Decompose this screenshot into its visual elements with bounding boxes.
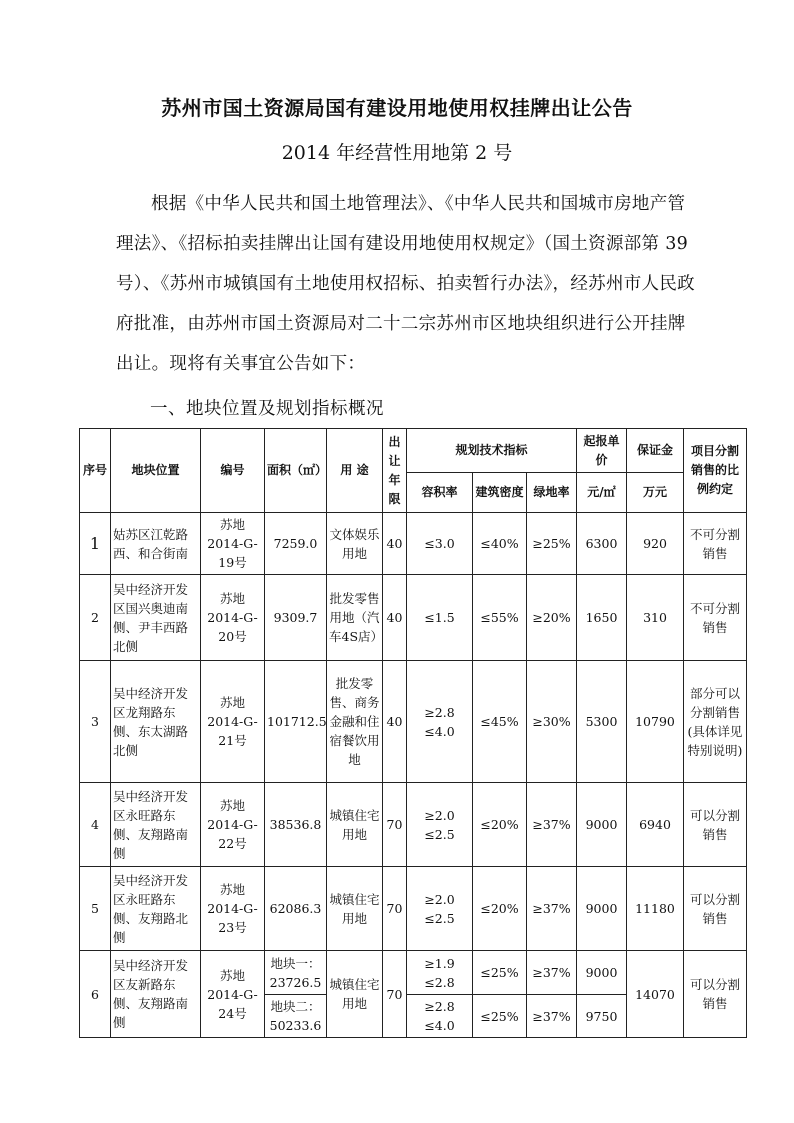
cell-split: 可以分割销售: [684, 867, 747, 951]
col-header-deposit-unit: 万元: [627, 473, 684, 513]
col-header-planning: 规划技术指标: [407, 429, 577, 473]
cell-area: 62086.3: [265, 867, 327, 951]
notice-title: 苏州市国土资源局国有建设用地使用权挂牌出让公告: [161, 96, 633, 120]
cell-price: 1650: [577, 575, 627, 661]
table-row: [80, 951, 747, 995]
cell-seq: 2: [80, 575, 111, 661]
cell-area-parcel-two: 地块二：50233.6: [265, 995, 327, 1038]
cell-green-parcel-one: ≥37%: [527, 951, 577, 995]
cell-far-parcel-two: ≥2.8 ≤4.0: [407, 995, 473, 1038]
cell-far: ≥2.8 ≤4.0: [407, 661, 473, 783]
cell-green: ≥37%: [527, 867, 577, 951]
cell-seq: 5: [80, 867, 111, 951]
cell-seq: 3: [80, 661, 111, 783]
cell-term: 40: [383, 661, 407, 783]
col-header-term: 出让年限: [383, 429, 407, 513]
cell-split: 不可分割销售: [684, 575, 747, 661]
col-header-use: 用 途: [327, 429, 383, 513]
col-header-seq: 序号: [80, 429, 111, 513]
table-row: [80, 575, 747, 661]
cell-deposit: 14070: [627, 951, 684, 1038]
cell-code: 苏地2014-G-20号: [201, 575, 265, 661]
col-header-price-unit: 元/㎡: [577, 473, 627, 513]
table-row: [80, 661, 747, 783]
cell-code: 苏地2014-G-22号: [201, 783, 265, 867]
cell-location: 吴中经济开发区友新路东侧、友翔路南侧: [111, 951, 201, 1038]
cell-price: 9000: [577, 867, 627, 951]
cell-green: ≥30%: [527, 661, 577, 783]
cell-price: 9000: [577, 783, 627, 867]
cell-split: 不可分割销售: [684, 513, 747, 575]
cell-far: ≤3.0: [407, 513, 473, 575]
cell-code: 苏地2014-G-21号: [201, 661, 265, 783]
cell-density: ≤55%: [473, 575, 527, 661]
cell-seq: 4: [80, 783, 111, 867]
cell-area: 38536.8: [265, 783, 327, 867]
cell-use: 批发零售用地（汽车4S店）: [327, 575, 383, 661]
cell-term: 40: [383, 575, 407, 661]
cell-location: 姑苏区江乾路西、和合街南: [111, 513, 201, 575]
cell-density-parcel-two: ≤25%: [473, 995, 527, 1038]
cell-deposit: 310: [627, 575, 684, 661]
cell-use: 城镇住宅用地: [327, 951, 383, 1038]
cell-location: 吴中经济开发区永旺路东侧、友翔路南侧: [111, 783, 201, 867]
col-header-area: 面积（㎡）: [265, 429, 327, 513]
cell-term: 70: [383, 951, 407, 1038]
cell-area: 9309.7: [265, 575, 327, 661]
cell-deposit: 6940: [627, 783, 684, 867]
cell-price-parcel-two: 9750: [577, 995, 627, 1038]
intro-paragraph: 根据《中华人民共和国土地管理法》、《中华人民共和国城市房地产管理法》、《招标拍卖挂牌出让国有建设用地使用权规定》（国土资源部第 39 号）、《苏州市城镇国有土地使用权招标、拍卖暂行办法》，经苏州市人民政府批准，由苏州市国土资源局对二十二宗苏州市区地块组织进行公开挂牌出让。现将有关事宜公告如下：: [116, 194, 695, 374]
cell-far: ≥2.0 ≤2.5: [407, 783, 473, 867]
cell-use: 城镇住宅用地: [327, 783, 383, 867]
table-row: [80, 867, 747, 951]
cell-area: 101712.5: [265, 661, 327, 783]
col-header-green: 绿地率: [527, 473, 577, 513]
cell-green-parcel-two: ≥37%: [527, 995, 577, 1038]
cell-density: ≤40%: [473, 513, 527, 575]
table-row: [80, 513, 747, 575]
cell-density: ≤20%: [473, 783, 527, 867]
cell-split: 可以分割销售: [684, 951, 747, 1038]
cell-seq: 1: [80, 513, 111, 575]
cell-location: 吴中经济开发区龙翔路东侧、东太湖路北侧: [111, 661, 201, 783]
cell-location: 吴中经济开发区永旺路东侧、友翔路北侧: [111, 867, 201, 951]
cell-green: ≥20%: [527, 575, 577, 661]
table-row: [80, 783, 747, 867]
cell-term: 70: [383, 867, 407, 951]
cell-green: ≥25%: [527, 513, 577, 575]
cell-use: 城镇住宅用地: [327, 867, 383, 951]
cell-split: 可以分割销售: [684, 783, 747, 867]
cell-area: 7259.0: [265, 513, 327, 575]
cell-density: ≤20%: [473, 867, 527, 951]
cell-seq: 6: [80, 951, 111, 1038]
col-header-density: 建筑密度: [473, 473, 527, 513]
cell-density-parcel-one: ≤25%: [473, 951, 527, 995]
cell-density: ≤45%: [473, 661, 527, 783]
cell-deposit: 11180: [627, 867, 684, 951]
col-header-code: 编号: [201, 429, 265, 513]
cell-area-parcel-one: 地块一：23726.5: [265, 951, 327, 995]
table-header-row: [80, 429, 747, 473]
cell-price-parcel-one: 9000: [577, 951, 627, 995]
cell-far: ≥2.0 ≤2.5: [407, 867, 473, 951]
cell-use: 批发零售、商务金融和住宿餐饮用地: [327, 661, 383, 783]
cell-price: 5300: [577, 661, 627, 783]
cell-code: 苏地2014-G-23号: [201, 867, 265, 951]
col-header-deposit: 保证金: [627, 429, 684, 473]
col-header-price: 起报单价: [577, 429, 627, 473]
cell-use: 文体娱乐用地: [327, 513, 383, 575]
cell-deposit: 10790: [627, 661, 684, 783]
cell-term: 40: [383, 513, 407, 575]
col-header-location: 地块位置: [111, 429, 201, 513]
col-header-split: 项目分割销售的比例约定: [684, 429, 747, 513]
cell-term: 70: [383, 783, 407, 867]
cell-code: 苏地2014-G-24号: [201, 951, 265, 1038]
col-header-far: 容积率: [407, 473, 473, 513]
cell-deposit: 920: [627, 513, 684, 575]
cell-code: 苏地2014-G-19号: [201, 513, 265, 575]
section-heading: 一、地块位置及规划指标概况: [150, 399, 384, 419]
cell-location: 吴中经济开发区国兴奥迪南侧、尹丰西路北侧: [111, 575, 201, 661]
cell-split: 部分可以分割销售(具体详见特别说明): [684, 661, 747, 783]
cell-far-parcel-one: ≥1.9 ≤2.8: [407, 951, 473, 995]
cell-green: ≥37%: [527, 783, 577, 867]
notice-number: 2014 年经营性用地第 2 号: [281, 142, 513, 164]
land-parcel-table: [79, 428, 747, 1038]
cell-price: 6300: [577, 513, 627, 575]
cell-far: ≤1.5: [407, 575, 473, 661]
